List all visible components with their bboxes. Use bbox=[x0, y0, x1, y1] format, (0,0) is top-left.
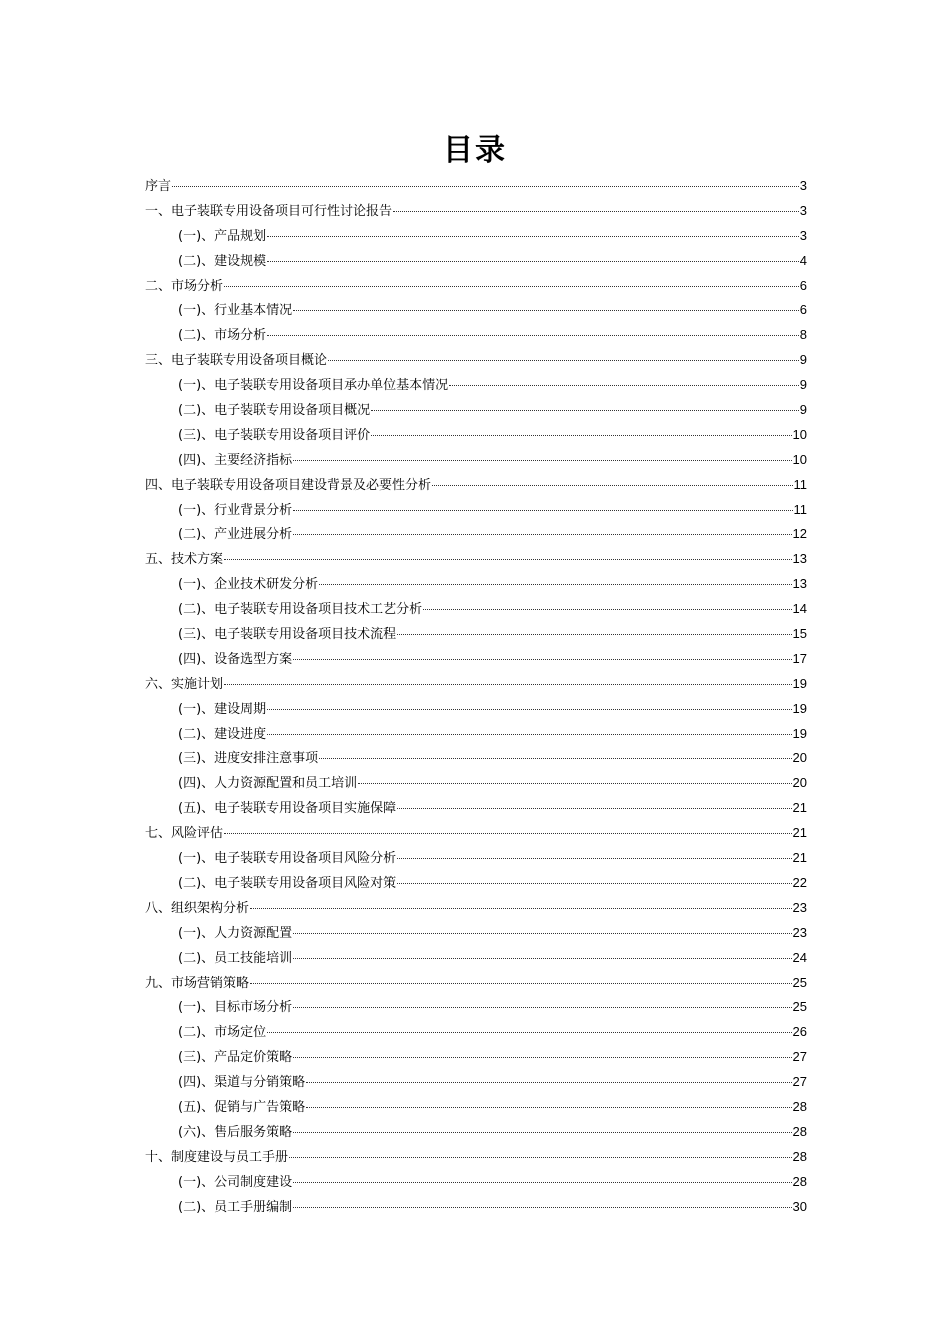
toc-dot-leader bbox=[423, 609, 791, 610]
toc-entry-label: (二)、建设进度 bbox=[178, 726, 267, 742]
toc-page-number: 27 bbox=[792, 1049, 807, 1065]
toc-page-number: 24 bbox=[792, 949, 807, 965]
toc-entry-label: 一、电子装联专用设备项目可行性讨论报告 bbox=[145, 203, 393, 219]
toc-entry-label: (二)、电子装联专用设备项目技术工艺分析 bbox=[178, 602, 423, 618]
toc-entry-label: (一)、电子装联专用设备项目承办单位基本情况 bbox=[178, 378, 449, 394]
toc-entry-label: (二)、员工技能培训 bbox=[178, 950, 293, 966]
toc-subentry[interactable] bbox=[145, 298, 807, 323]
toc-page-number: 10 bbox=[792, 426, 807, 442]
toc-entry[interactable] bbox=[145, 174, 807, 199]
toc-subentry[interactable] bbox=[145, 323, 807, 348]
toc-page-number: 28 bbox=[792, 1123, 807, 1139]
toc-entry-label: (二)、产业进展分析 bbox=[178, 527, 293, 543]
toc-dot-leader bbox=[371, 410, 799, 411]
toc-page-number: 14 bbox=[792, 601, 807, 617]
toc-page-number: 21 bbox=[792, 825, 807, 841]
toc-entry-label: (一)、行业基本情况 bbox=[178, 303, 293, 319]
toc-subentry[interactable] bbox=[145, 1095, 807, 1120]
toc-entry-label: (六)、售后服务策略 bbox=[178, 1124, 293, 1140]
toc-entry-label: (一)、产品规划 bbox=[178, 228, 267, 244]
toc-page-number: 12 bbox=[792, 526, 807, 542]
toc-entry-label: (三)、产品定价策略 bbox=[178, 1050, 293, 1066]
toc-page-number: 13 bbox=[792, 576, 807, 592]
toc-page-number: 20 bbox=[792, 750, 807, 766]
toc-dot-leader bbox=[289, 1157, 792, 1158]
toc-page-number: 6 bbox=[799, 302, 807, 318]
toc-subentry[interactable] bbox=[145, 796, 807, 821]
toc-dot-leader bbox=[267, 1032, 791, 1033]
toc-dot-leader bbox=[267, 236, 799, 237]
toc-entry[interactable] bbox=[145, 672, 807, 697]
toc-page-number: 20 bbox=[792, 775, 807, 791]
toc-entry-label: (五)、电子装联专用设备项目实施保障 bbox=[178, 801, 397, 817]
toc-entry[interactable] bbox=[145, 547, 807, 572]
toc-subentry[interactable] bbox=[145, 1170, 807, 1195]
toc-subentry[interactable] bbox=[145, 1120, 807, 1145]
toc-entry-label: (四)、设备选型方案 bbox=[178, 651, 293, 667]
toc-page-number: 17 bbox=[792, 650, 807, 666]
toc-dot-leader bbox=[293, 933, 791, 934]
toc-dot-leader bbox=[393, 211, 799, 212]
toc-page-number: 15 bbox=[792, 626, 807, 642]
toc-page-number: 28 bbox=[792, 1148, 807, 1164]
toc-subentry[interactable] bbox=[145, 946, 807, 971]
toc-title: 目录 bbox=[443, 133, 507, 168]
toc-page-number: 3 bbox=[799, 202, 807, 218]
toc-page-number: 9 bbox=[799, 352, 807, 368]
toc-subentry[interactable] bbox=[145, 448, 807, 473]
toc-entry-label: (一)、建设周期 bbox=[178, 701, 267, 717]
toc-entry[interactable] bbox=[145, 971, 807, 996]
toc-page-number: 9 bbox=[799, 377, 807, 393]
toc-entry-label: (一)、电子装联专用设备项目风险分析 bbox=[178, 851, 397, 867]
toc-entry-label: 七、风险评估 bbox=[145, 826, 224, 842]
toc-entry-label: 四、电子装联专用设备项目建设背景及必要性分析 bbox=[145, 477, 432, 493]
toc-dot-leader bbox=[449, 385, 799, 386]
toc-page-number: 3 bbox=[799, 227, 807, 243]
toc-subentry[interactable] bbox=[145, 1020, 807, 1045]
toc-subentry[interactable] bbox=[145, 423, 807, 448]
toc-entry-label: (二)、电子装联专用设备项目概况 bbox=[178, 403, 371, 419]
toc-dot-leader bbox=[328, 360, 799, 361]
toc-page-number: 23 bbox=[792, 899, 807, 915]
toc-page-number: 8 bbox=[799, 327, 807, 343]
toc-entry-label: 三、电子装联专用设备项目概论 bbox=[145, 353, 328, 369]
toc-entry[interactable] bbox=[145, 473, 807, 498]
toc-dot-leader bbox=[397, 858, 791, 859]
toc-page-number: 22 bbox=[792, 874, 807, 890]
toc-subentry[interactable] bbox=[145, 722, 807, 747]
toc-page-number: 11 bbox=[793, 476, 807, 492]
toc-page-number: 28 bbox=[792, 1173, 807, 1189]
toc-dot-leader bbox=[172, 186, 799, 187]
toc-entry-label: 二、市场分析 bbox=[145, 278, 224, 294]
toc-entry[interactable] bbox=[145, 348, 807, 373]
toc-dot-leader bbox=[293, 659, 791, 660]
toc-entry-label: (二)、市场分析 bbox=[178, 328, 267, 344]
toc-entry-label: 九、市场营销策略 bbox=[145, 975, 250, 991]
toc-dot-leader bbox=[293, 510, 792, 511]
toc-page-number: 19 bbox=[792, 700, 807, 716]
toc-dot-leader bbox=[293, 958, 791, 959]
toc-entry-label: 六、实施计划 bbox=[145, 676, 224, 692]
toc-entry-label: (二)、电子装联专用设备项目风险对策 bbox=[178, 875, 397, 891]
toc-dot-leader bbox=[358, 783, 791, 784]
toc-page-number: 13 bbox=[792, 551, 807, 567]
toc-subentry[interactable] bbox=[145, 498, 807, 523]
toc-entry-label: (一)、行业背景分析 bbox=[178, 502, 293, 518]
toc-entry-label: (五)、促销与广告策略 bbox=[178, 1099, 306, 1115]
toc-dot-leader bbox=[397, 883, 791, 884]
toc-page-number: 3 bbox=[799, 178, 807, 193]
toc-page-number: 23 bbox=[792, 924, 807, 940]
toc-dot-leader bbox=[267, 709, 791, 710]
toc-subentry[interactable] bbox=[145, 1195, 807, 1220]
toc-entry-label: (一)、目标市场分析 bbox=[178, 1000, 293, 1016]
toc-subentry[interactable] bbox=[145, 995, 807, 1020]
toc-dot-leader bbox=[293, 1207, 791, 1208]
toc-entry-label: (三)、电子装联专用设备项目技术流程 bbox=[178, 627, 397, 643]
toc-entry-label: (四)、渠道与分销策略 bbox=[178, 1075, 306, 1091]
toc-entry-label: (四)、人力资源配置和员工培训 bbox=[178, 776, 358, 792]
toc-subentry[interactable] bbox=[145, 746, 807, 771]
toc-page-number: 21 bbox=[792, 800, 807, 816]
toc-page-number: 28 bbox=[792, 1098, 807, 1114]
toc-entry[interactable] bbox=[145, 274, 807, 299]
table-of-contents bbox=[145, 174, 807, 1219]
toc-dot-leader bbox=[250, 983, 792, 984]
toc-subentry[interactable] bbox=[145, 771, 807, 796]
toc-dot-leader bbox=[397, 634, 791, 635]
toc-dot-leader bbox=[293, 460, 791, 461]
toc-dot-leader bbox=[293, 1132, 791, 1133]
toc-page-number: 21 bbox=[792, 850, 807, 866]
toc-subentry[interactable] bbox=[145, 1070, 807, 1095]
toc-dot-leader bbox=[397, 808, 791, 809]
toc-entry-label: (二)、建设规模 bbox=[178, 253, 267, 269]
toc-dot-leader bbox=[432, 485, 792, 486]
toc-entry[interactable] bbox=[145, 821, 807, 846]
toc-page-number: 4 bbox=[799, 252, 807, 268]
toc-page-number: 9 bbox=[799, 402, 807, 418]
toc-entry-label: 序言 bbox=[145, 179, 172, 194]
toc-subentry[interactable] bbox=[145, 249, 807, 274]
toc-entry-label: 五、技术方案 bbox=[145, 552, 224, 568]
toc-entry-label: (二)、市场定位 bbox=[178, 1025, 267, 1041]
toc-page-number: 11 bbox=[793, 501, 807, 517]
toc-dot-leader bbox=[224, 286, 799, 287]
toc-entry-label: 十、制度建设与员工手册 bbox=[145, 1149, 289, 1165]
toc-page-number: 27 bbox=[792, 1074, 807, 1090]
toc-entry-label: (二)、员工手册编制 bbox=[178, 1199, 293, 1215]
toc-subentry[interactable] bbox=[145, 572, 807, 597]
toc-subentry[interactable] bbox=[145, 224, 807, 249]
toc-dot-leader bbox=[267, 335, 799, 336]
toc-dot-leader bbox=[371, 435, 791, 436]
toc-entry-label: (一)、企业技术研发分析 bbox=[178, 577, 319, 593]
toc-entry[interactable] bbox=[145, 199, 807, 224]
toc-entry[interactable] bbox=[145, 896, 807, 921]
toc-subentry[interactable] bbox=[145, 597, 807, 622]
toc-entry-label: (三)、电子装联专用设备项目评价 bbox=[178, 427, 371, 443]
toc-subentry[interactable] bbox=[145, 1045, 807, 1070]
toc-page-number: 19 bbox=[792, 725, 807, 741]
toc-entry-label: (四)、主要经济指标 bbox=[178, 452, 293, 468]
toc-dot-leader bbox=[224, 684, 792, 685]
toc-dot-leader bbox=[319, 584, 791, 585]
toc-page-number: 25 bbox=[792, 974, 807, 990]
toc-subentry[interactable] bbox=[145, 846, 807, 871]
toc-dot-leader bbox=[306, 1082, 791, 1083]
toc-subentry[interactable] bbox=[145, 398, 807, 423]
toc-dot-leader bbox=[293, 310, 799, 311]
toc-dot-leader bbox=[293, 534, 791, 535]
toc-page-number: 19 bbox=[792, 675, 807, 691]
toc-subentry[interactable] bbox=[145, 647, 807, 672]
toc-subentry[interactable] bbox=[145, 697, 807, 722]
toc-dot-leader bbox=[293, 1007, 791, 1008]
toc-page-number: 26 bbox=[792, 1024, 807, 1040]
toc-entry-label: (一)、人力资源配置 bbox=[178, 925, 293, 941]
toc-entry[interactable] bbox=[145, 1145, 807, 1170]
toc-dot-leader bbox=[250, 908, 792, 909]
toc-entry-label: 八、组织架构分析 bbox=[145, 900, 250, 916]
toc-dot-leader bbox=[224, 559, 792, 560]
toc-dot-leader bbox=[293, 1182, 791, 1183]
toc-page-number: 6 bbox=[799, 277, 807, 293]
toc-subentry[interactable] bbox=[145, 921, 807, 946]
toc-page-number: 30 bbox=[792, 1198, 807, 1214]
toc-dot-leader bbox=[224, 833, 792, 834]
toc-entry-label: (三)、进度安排注意事项 bbox=[178, 751, 319, 767]
toc-entry-label: (一)、公司制度建设 bbox=[178, 1174, 293, 1190]
toc-page-number: 25 bbox=[792, 999, 807, 1015]
toc-subentry[interactable] bbox=[145, 522, 807, 547]
toc-page-number: 10 bbox=[792, 451, 807, 467]
toc-subentry[interactable] bbox=[145, 373, 807, 398]
toc-dot-leader bbox=[319, 758, 791, 759]
toc-subentry[interactable] bbox=[145, 871, 807, 896]
toc-subentry[interactable] bbox=[145, 622, 807, 647]
toc-dot-leader bbox=[267, 261, 799, 262]
toc-dot-leader bbox=[293, 1057, 791, 1058]
toc-dot-leader bbox=[267, 734, 791, 735]
toc-dot-leader bbox=[306, 1107, 791, 1108]
